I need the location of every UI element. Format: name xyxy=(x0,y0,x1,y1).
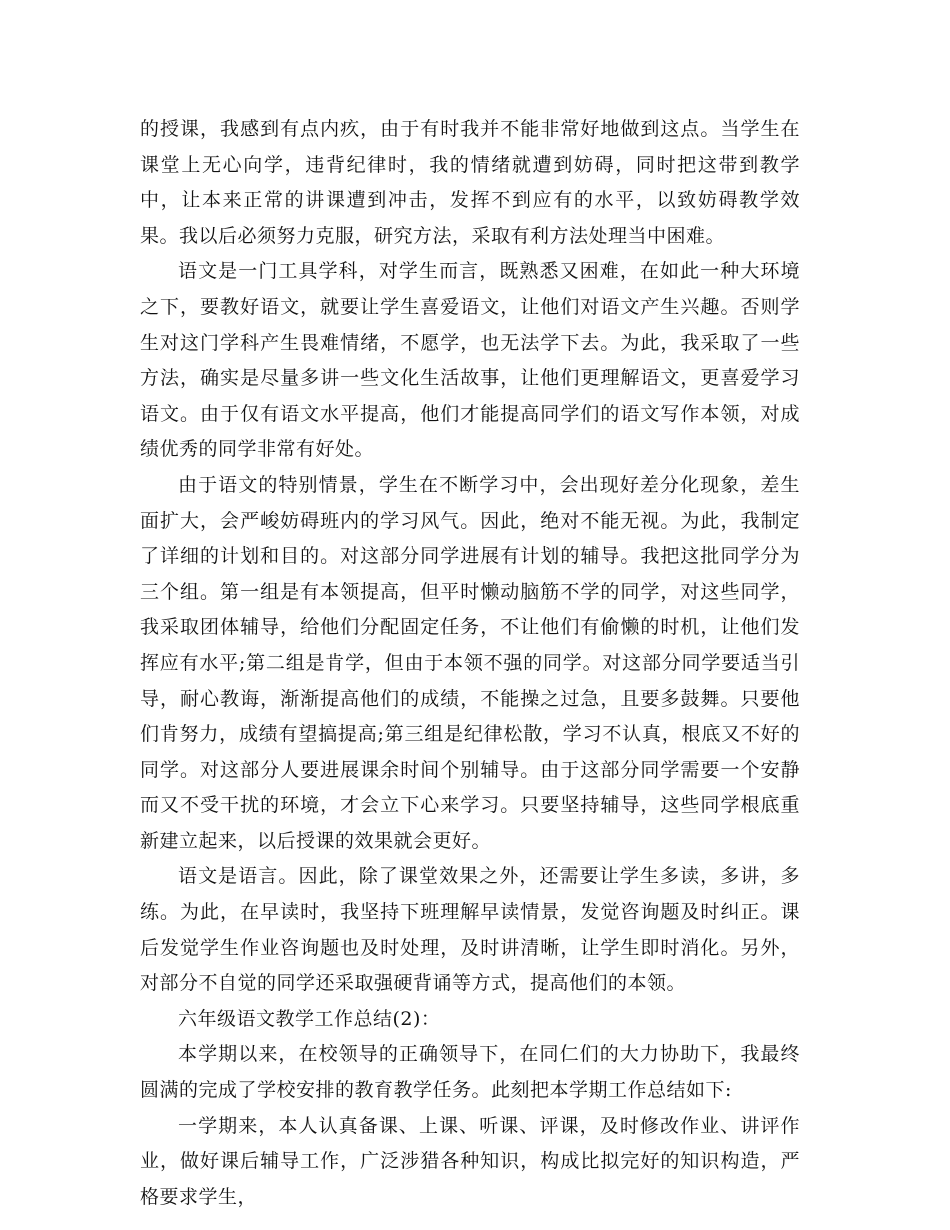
paragraph-1: 的授课，我感到有点内疚，由于有时我并不能非常好地做到这点。当学生在课堂上无心向学，违背纪律时，我的情绪就遭到妨碍，同时把这带到教学中，让本来正常的讲课遭到冲击，发挥不到应有的水平，以致妨碍教学效果。我以后必须努力克服，研究方法，采取有利方法处理当中困难。 xyxy=(140,118,800,247)
document-body xyxy=(140,112,800,1215)
paragraph-2: 语文是一门工具学科，对学生而言，既熟悉又困难，在如此一种大环境之下，要教好语文，就要让学生喜爱语文，让他们对语文产生兴趣。否则学生对这门学科产生畏难情绪，不愿学，也无法学下去。为此，我采取了一些方法，确实是尽量多讲一些文化生活故事，让他们更理解语文，更喜爱学习语文。由于仅有语文水平提高，他们才能提高同学们的语文写作本领，对成绩优秀的同学非常有好处。 xyxy=(140,260,800,461)
paragraph-3: 由于语文的特别情景，学生在不断学习中，会出现好差分化现象，差生面扩大，会严峻妨碍班内的学习风气。因此，绝对不能无视。为此，我制定了详细的计划和目的。对这部分同学进展有计划的辅导。我把这批同学分为三个组。第一组是有本领提高，但平时懒动脑筋不学的同学，对这些同学，我采取团体辅导，给他们分配固定任务，不让他们有偷懒的时机，让他们发挥应有水平;第二组是肯学，但由于本领不强的同学。对这部分同学要适当引导，耐心教诲，渐渐提高他们的成绩，不能操之过急，且要多鼓舞。只要他们肯努力，成绩有望搞提高;第三组是纪律松散，学习不认真，根底又不好的同学。对这部分人要进展课余时间个别辅导。由于这部分同学需要一个安静而又不受干扰的环境，才会立下心来学习。只要坚持辅导，这些同学根底重新建立起来，以后授课的效果就会更好。 xyxy=(140,473,800,852)
paragraph-4: 语文是语言。因此，除了课堂效果之外，还需要让学生多读，多讲，多练。为此，在早读时，我坚持下班理解早读情景，发觉咨询题及时纠正。课后发觉学生作业咨询题也及时处理，及时讲清晰，让学生即时消化。另外，对部分不自觉的同学还采取强硬背诵等方式，提高他们的本领。 xyxy=(140,865,800,995)
section-heading: 六年级语文教学工作总结(2)： xyxy=(178,1007,441,1030)
paragraph-6: 一学期来，本人认真备课、上课、听课、评课，及时修改作业、讲评作业，做好课后辅导工作，广泛涉猎各种知识，构成比拟完好的知识构造，严格要求学生， xyxy=(140,1114,800,1208)
paragraph-5: 本学期以来，在校领导的正确领导下，在同仁们的大力协助下，我最终圆满的完成了学校安排的教育教学任务。此刻把本学期工作总结如下: xyxy=(140,1043,800,1102)
